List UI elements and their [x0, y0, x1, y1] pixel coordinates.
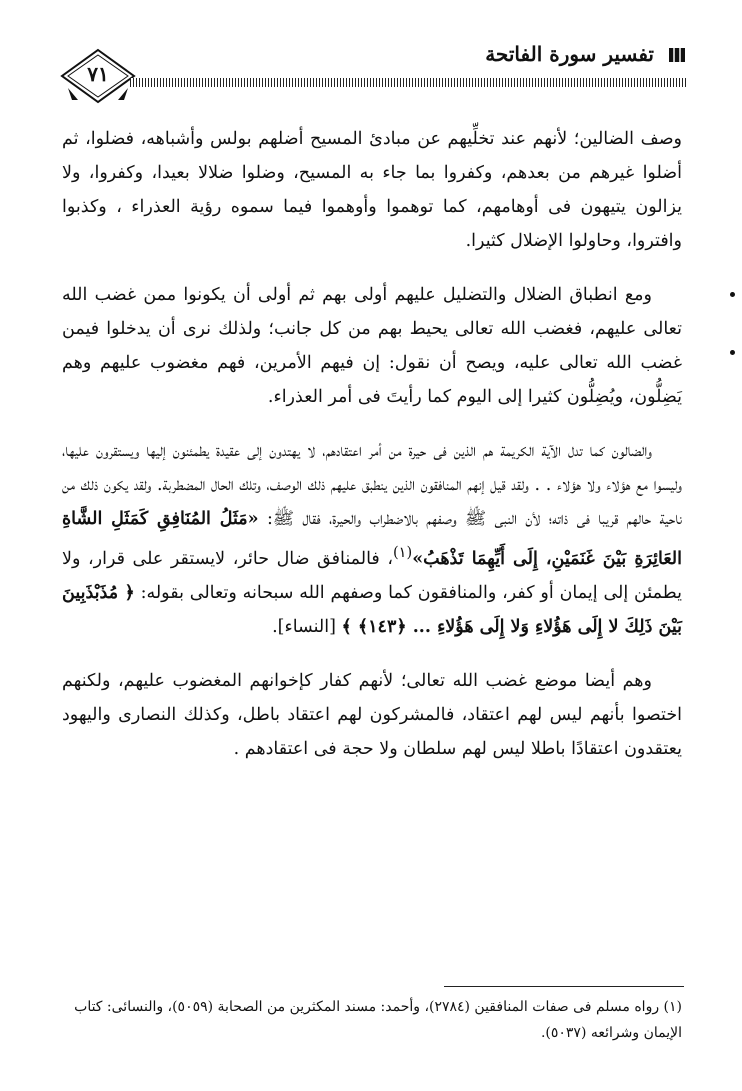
header-rule — [130, 78, 688, 87]
page-header — [60, 34, 688, 104]
hadith-quote: «مَثَلُ المُنَافِقِ كَمَثَلِ الشَّاةِ العَائِرَةِ بَيْنَ غَنَمَيْنِ، إِلَى أَيِّهِمَا تَذْهَبُ» — [62, 509, 682, 569]
paragraph-text: ، فالمنافق ضال حائر، لايستقر على قرار، ولا يطمئن إلى إيمان أو كفر، والمنافقون كما وصفهم الله سبحانه وتعالى بقوله: — [62, 548, 682, 603]
book-title: تفسير سورة الفاتحة — [485, 42, 654, 66]
page-number: ٧١ — [87, 62, 109, 86]
quran-quote: ﴿ مُذَبْذَبِينَ بَيْنَ ذَلِكَ لا إِلَى هَؤُلاءِ وَلا إِلَى هَؤُلاءِ ... ﴿١٤٣﴾ ﴾ — [62, 582, 682, 637]
footnote: (١) رواه مسلم فى صفات المنافقين (٢٧٨٤)، وأحمد: مسند المكثرين من الصحابة (٥٠٥٩)، والنسائى: كتاب الإيمان وشرائعه (٥٠٣٧). — [74, 999, 682, 1041]
margin-mark — [730, 350, 735, 355]
body-text — [62, 122, 682, 786]
paragraph-text: والضالون كما تدل الآية الكريمة هم الذين فى حيرة من أمر اعتقادهم، لا يهتدون إلى عقيدة يطمئنون إليها ويستقرون عليها، وليسوا مع هؤلاء ولا هؤلاء . . ولقد قيل إنهم المنافقون الذين ينطبق عليهم ذلك الوصف، وتلك الحال المضطربة. ولقد يكون ذلك من ناحية حالهم قريبا فى ذاته؛ لأن النبى ﷺ وصفهم بالاضطراب والحيرة، فقال ﷺ: — [62, 441, 682, 529]
paragraph: ومع انطباق الضلال والتضليل عليهم أولى بهم ثم أولى أن يكونوا ممن غضب الله تعالى عليهم، فغضب الله تعالى يحيط بهم من كل جانب؛ ولذلك نرى أن يدخلوا فيمن غضب الله تعالى عليه، ويصح أن نقول: إن فيهم الأمرين، فهم مغضوب عليهم وهم يَضِلُّون، ويُضِلُّون كثيرا إلى اليوم كما رأيتَ فى أمر العذراء. — [62, 285, 682, 407]
paragraph: وهم أيضا موضع غضب الله تعالى؛ لأنهم كفار كإخوانهم المغضوب عليهم، ولكنهم اختصوا بأنهم ليس لهم اعتقاد، فالمشركون لهم اعتقاد باطل، وكذلك النصارى واليهود يعتقدون اعتقادًا باطلا ليس لهم سلطان ولا حجة فى اعتقادهم . — [62, 670, 682, 759]
footnote-divider — [444, 986, 684, 987]
book-icon — [668, 47, 686, 63]
margin-mark — [730, 292, 735, 297]
quran-reference: [النساء]. — [272, 616, 336, 637]
page-number-badge — [60, 48, 136, 110]
paragraph — [62, 434, 682, 644]
footnote-reference: (١) — [392, 544, 413, 561]
paragraph: وصف الضالين؛ لأنهم عند تخلِّيهم عن مبادئ المسيح أضلهم بولس وأشباهه، فضلوا، ثم أضلوا غيرهم من بعدهم، وكفروا بما جاء به المسيح، وضلوا ضلالا بعيدا، وكفروا، ولا يزالون يتيهون فى أوهامهم، كما توهموا وأوهموا فيما سموه رؤية العذراء ، وكذبوا وافتروا، وحاولوا الإضلال كثيرا. — [62, 129, 682, 251]
